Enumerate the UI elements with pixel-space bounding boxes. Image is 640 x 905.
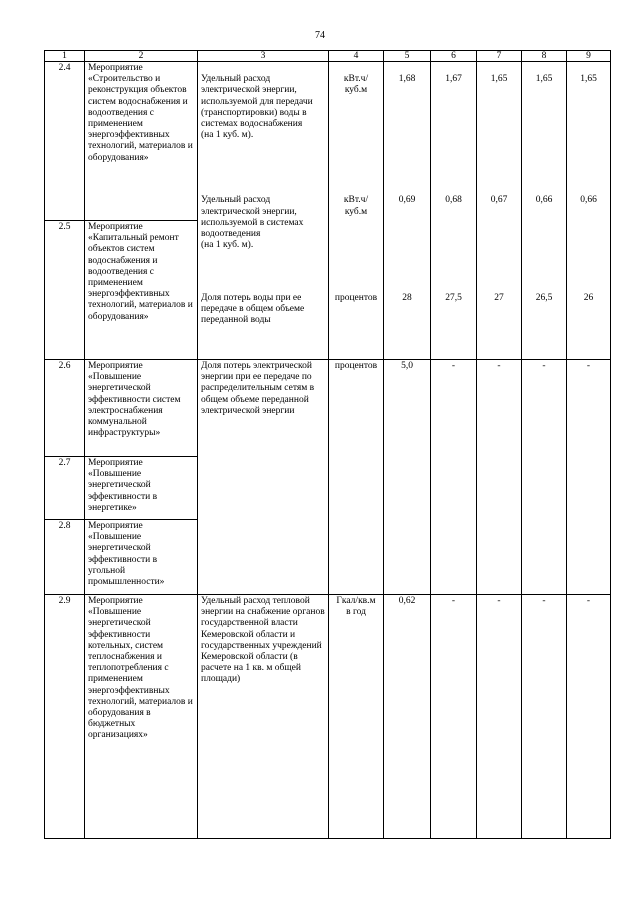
event-cell: Мероприятие «Повышение энергетической эффективности систем электроснабжения коммунальной инфраструктуры» — [85, 360, 198, 457]
unit-cell: процентов — [329, 360, 384, 595]
value-cell: - — [431, 360, 477, 595]
unit-text: процентов — [334, 292, 378, 303]
value-text: 0,66 — [535, 195, 553, 206]
value-text: 1,65 — [490, 74, 508, 85]
value-cell — [567, 62, 611, 360]
table-header-row — [45, 51, 611, 62]
indicator-text: Доля потерь воды при ее передаче в общем объеме переданной воды — [201, 292, 305, 326]
unit-cell: Гкал/кв.м в год — [329, 595, 384, 839]
value-text: 0,67 — [490, 195, 508, 206]
row-number: 2.9 — [45, 595, 85, 839]
value-cell: - — [477, 360, 522, 595]
row-number: 2.7 — [45, 457, 85, 520]
value-cell: - — [477, 595, 522, 839]
header-cell: 9 — [567, 51, 611, 62]
page-number: 74 — [315, 30, 325, 41]
value-cell — [522, 62, 567, 360]
value-cell — [477, 62, 522, 360]
value-cell — [431, 62, 477, 360]
value-cell: - — [567, 595, 611, 839]
table-row — [45, 360, 611, 457]
header-cell: 1 — [45, 51, 85, 62]
value-text: 0,68 — [445, 195, 462, 206]
event-cell: Мероприятие «Капитальный ремонт объектов систем водоснабжения и водоотведения с применением энергоэффективных технологий, материалов и оборудования» — [85, 221, 198, 360]
event-cell: Мероприятие «Повышение энергетической эффективности в угольной промышленности» — [85, 520, 198, 595]
row-number: 2.4 — [45, 62, 85, 221]
table-row — [45, 595, 611, 839]
value-cell — [384, 62, 431, 360]
value-text: 1,65 — [535, 74, 553, 85]
value-text: 26 — [583, 292, 594, 303]
event-cell: Мероприятие «Повышение энергетической эффективности котельных, систем теплоснабжения и теплопотребления с применением энергоэффективных технологий, материалов и оборудования в бюджетных организациях» — [85, 595, 198, 839]
indicators-table — [44, 50, 611, 839]
value-text: 0,69 — [398, 195, 416, 206]
unit-cell — [329, 62, 384, 360]
value-text: 26,5 — [535, 292, 553, 303]
value-cell: 5,0 — [384, 360, 431, 595]
value-text: 27 — [494, 292, 504, 303]
row-number: 2.5 — [45, 221, 85, 360]
indicator-text: Удельный расход электрической энергии, используемой для передачи (транспортировки) воды в системах водоснабжения (на 1 куб. м). — [201, 74, 313, 141]
indicator-cell — [198, 62, 329, 360]
value-text: 0,66 — [580, 195, 597, 206]
value-text: 1,65 — [580, 74, 597, 85]
row-number: 2.6 — [45, 360, 85, 457]
header-cell: 2 — [85, 51, 198, 62]
unit-text: кВт.ч/ куб.м — [343, 195, 369, 217]
header-cell: 7 — [477, 51, 522, 62]
event-cell: Мероприятие «Строительство и реконструкция объектов систем водоснабжения и водоотведения с применением энергоэффективных технологий, материалов и оборудования» — [85, 62, 198, 221]
value-text: 27,5 — [445, 292, 462, 303]
value-cell: - — [567, 360, 611, 595]
header-cell: 4 — [329, 51, 384, 62]
row-number: 2.8 — [45, 520, 85, 595]
unit-text: кВт.ч/ куб.м — [343, 74, 369, 96]
value-cell: - — [431, 595, 477, 839]
indicator-cell: Удельный расход тепловой энергии на снабжение органов государственной власти Кемеровской области и государственных учреждений Кемеровской области (в расчете на 1 кв. м общей площади) — [198, 595, 329, 839]
value-text: 1,68 — [398, 74, 416, 85]
header-cell: 5 — [384, 51, 431, 62]
value-cell: 0,62 — [384, 595, 431, 839]
value-cell: - — [522, 595, 567, 839]
value-cell: - — [522, 360, 567, 595]
event-cell: Мероприятие «Повышение энергетической эффективности в энергетике» — [85, 457, 198, 520]
value-text: 1,67 — [445, 74, 462, 85]
header-cell: 6 — [431, 51, 477, 62]
value-text: 28 — [402, 292, 412, 303]
indicator-cell: Доля потерь электрической энергии при ее передаче по распределительным сетям в общем объеме переданной электрической энергии — [198, 360, 329, 595]
header-cell: 3 — [198, 51, 329, 62]
table-row — [45, 62, 611, 221]
header-cell: 8 — [522, 51, 567, 62]
indicator-text: Удельный расход электрической энергии, используемой в системах водоотведения (на 1 куб. м). — [201, 195, 304, 251]
